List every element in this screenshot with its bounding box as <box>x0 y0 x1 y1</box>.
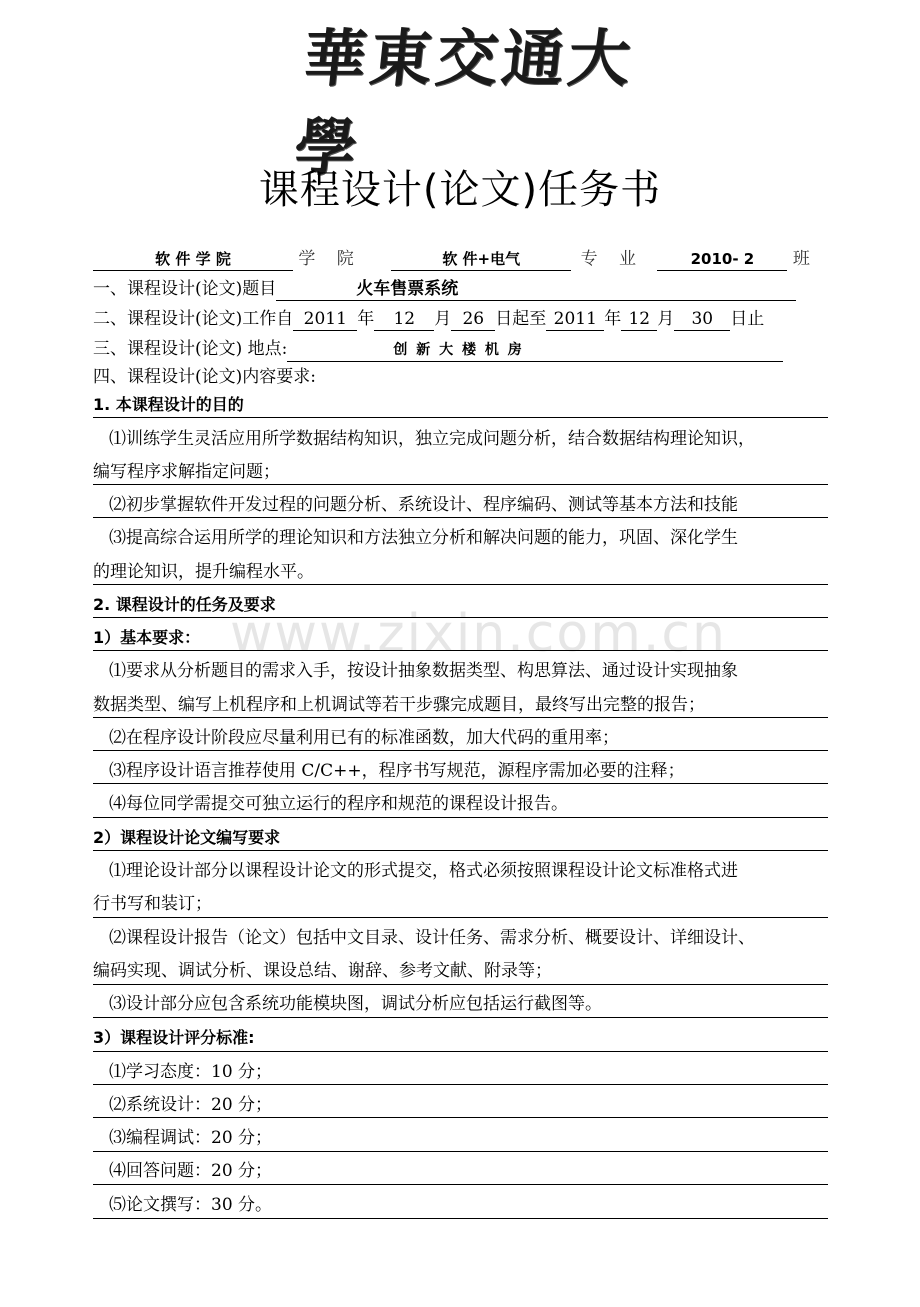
place-row <box>93 338 828 362</box>
end-month: 12 <box>621 308 657 331</box>
score-item-1: ⑴学习态度：10 分； <box>109 1062 273 1082</box>
class-value: 2010- 2 <box>657 248 787 271</box>
month-unit-2: 月 <box>657 309 675 329</box>
s2-paragraph-4: ⑷每位同学需提交可独立运行的程序和规范的课程设计报告。 <box>109 794 568 814</box>
content-label: 四、课程设计(论文)内容要求: <box>93 367 316 387</box>
rule-line <box>93 984 828 985</box>
s1-paragraph-3b: 的理论知识，提升编程水平。 <box>93 562 314 582</box>
score-item-2: ⑵系统设计：20 分； <box>109 1095 273 1115</box>
school-suffix: 学 院 <box>298 249 362 269</box>
rule-line <box>93 817 828 818</box>
s1-paragraph-1a: ⑴训练学生灵活应用所学数据结构知识，独立完成问题分析，结合数据结构理论知识， <box>109 429 755 449</box>
s2-paragraph-3: ⑶程序设计语言推荐使用 C/C++，程序书写规范，源程序需加必要的注释； <box>109 761 685 781</box>
watermark: www.zixin.com.cn <box>230 604 727 664</box>
grading-title: 3）课程设计评分标准: <box>93 1028 255 1047</box>
start-month: 12 <box>374 308 434 331</box>
end-day: 30 <box>674 308 730 331</box>
time-row <box>93 308 828 331</box>
rule-line <box>93 1117 828 1118</box>
from-to-label: 日起至 <box>495 309 547 329</box>
rule-line <box>93 484 828 485</box>
s2-paragraph-2: ⑵在程序设计阶段应尽量利用已有的标准函数，加大代码的重用率； <box>109 728 619 748</box>
school-value: 软 件 学 院 <box>93 248 293 271</box>
end-label: 日止 <box>730 309 765 329</box>
rule-line <box>93 417 828 418</box>
major-value: 软 件+电气 <box>391 248 571 271</box>
rule-line <box>93 1084 828 1085</box>
rule-line <box>93 1151 828 1152</box>
rule-line <box>93 1218 828 1219</box>
university-logo-text: 華東交通大學 <box>290 22 639 184</box>
s1-paragraph-2: ⑵初步掌握软件开发过程的问题分析、系统设计、程序编码、测试等基本方法和技能 <box>109 495 738 515</box>
s2-paragraph-1b: 数据类型、编写上机程序和上机调试等若干步骤完成题目，最终写出完整的报告； <box>93 695 705 715</box>
rule-line <box>93 750 828 751</box>
rule-line <box>93 650 828 651</box>
topic-value: 火车售票系统 <box>276 278 796 301</box>
class-suffix: 班 <box>792 249 810 269</box>
rule-line <box>93 584 828 585</box>
s2-paper-1b: 行书写和装订； <box>93 894 212 914</box>
rule-line <box>93 917 828 918</box>
rule-line <box>93 717 828 718</box>
major-suffix: 专 业 <box>580 249 645 269</box>
s2-paper-2b: 编码实现、调试分析、课设总结、谢辞、参考文献、附录等； <box>93 961 552 981</box>
rule-line <box>93 783 828 784</box>
s1-paragraph-3a: ⑶提高综合运用所学的理论知识和方法独立分析和解决问题的能力，巩固、深化学生 <box>109 528 738 548</box>
place-value: 创 新 大 楼 机 房 <box>287 339 783 362</box>
s2-paper-1a: ⑴理论设计部分以课程设计论文的形式提交，格式必须按照课程设计论文标准格式进 <box>109 861 738 881</box>
rule-line <box>93 617 828 618</box>
start-day: 26 <box>451 308 495 331</box>
time-label: 二、课程设计(论文)工作自 <box>93 309 294 329</box>
topic-label: 一、课程设计(论文)题目 <box>93 279 277 299</box>
rule-line <box>93 1184 828 1185</box>
header-row <box>93 248 828 271</box>
year-unit: 年 <box>357 309 375 329</box>
document-title: 课程设计(论文)任务书 <box>258 167 662 213</box>
s1-paragraph-1b: 编写程序求解指定问题； <box>93 462 280 482</box>
s2-paragraph-1a: ⑴要求从分析题目的需求入手，按设计抽象数据类型、构思算法、通过设计实现抽象 <box>109 661 738 681</box>
start-year: 2011 <box>293 308 357 331</box>
rule-line <box>93 1017 828 1018</box>
end-year: 2011 <box>546 308 604 331</box>
place-label: 三、课程设计(论文) 地点: <box>93 339 288 359</box>
topic-row <box>93 278 828 301</box>
month-unit: 月 <box>434 309 452 329</box>
rule-line <box>93 1051 828 1052</box>
year-unit-2: 年 <box>604 309 622 329</box>
section-2-title: 2. 课程设计的任务及要求 <box>93 595 276 614</box>
rule-line <box>93 850 828 851</box>
score-item-4: ⑷回答问题：20 分； <box>109 1161 273 1181</box>
paper-requirements-title: 2）课程设计论文编写要求 <box>93 828 281 847</box>
score-item-3: ⑶编程调试：20 分； <box>109 1128 273 1148</box>
section-1-title: 1. 本课程设计的目的 <box>93 395 244 414</box>
score-item-5: ⑸论文撰写：30 分。 <box>109 1195 273 1215</box>
s2-paper-2a: ⑵课程设计报告（论文）包括中文目录、设计任务、需求分析、概要设计、详细设计、 <box>109 928 755 948</box>
rule-line <box>93 517 828 518</box>
basic-requirements-title: 1）基本要求： <box>93 628 201 647</box>
university-logo <box>290 22 640 184</box>
s2-paper-3: ⑶设计部分应包含系统功能模块图，调试分析应包括运行截图等。 <box>109 994 602 1014</box>
